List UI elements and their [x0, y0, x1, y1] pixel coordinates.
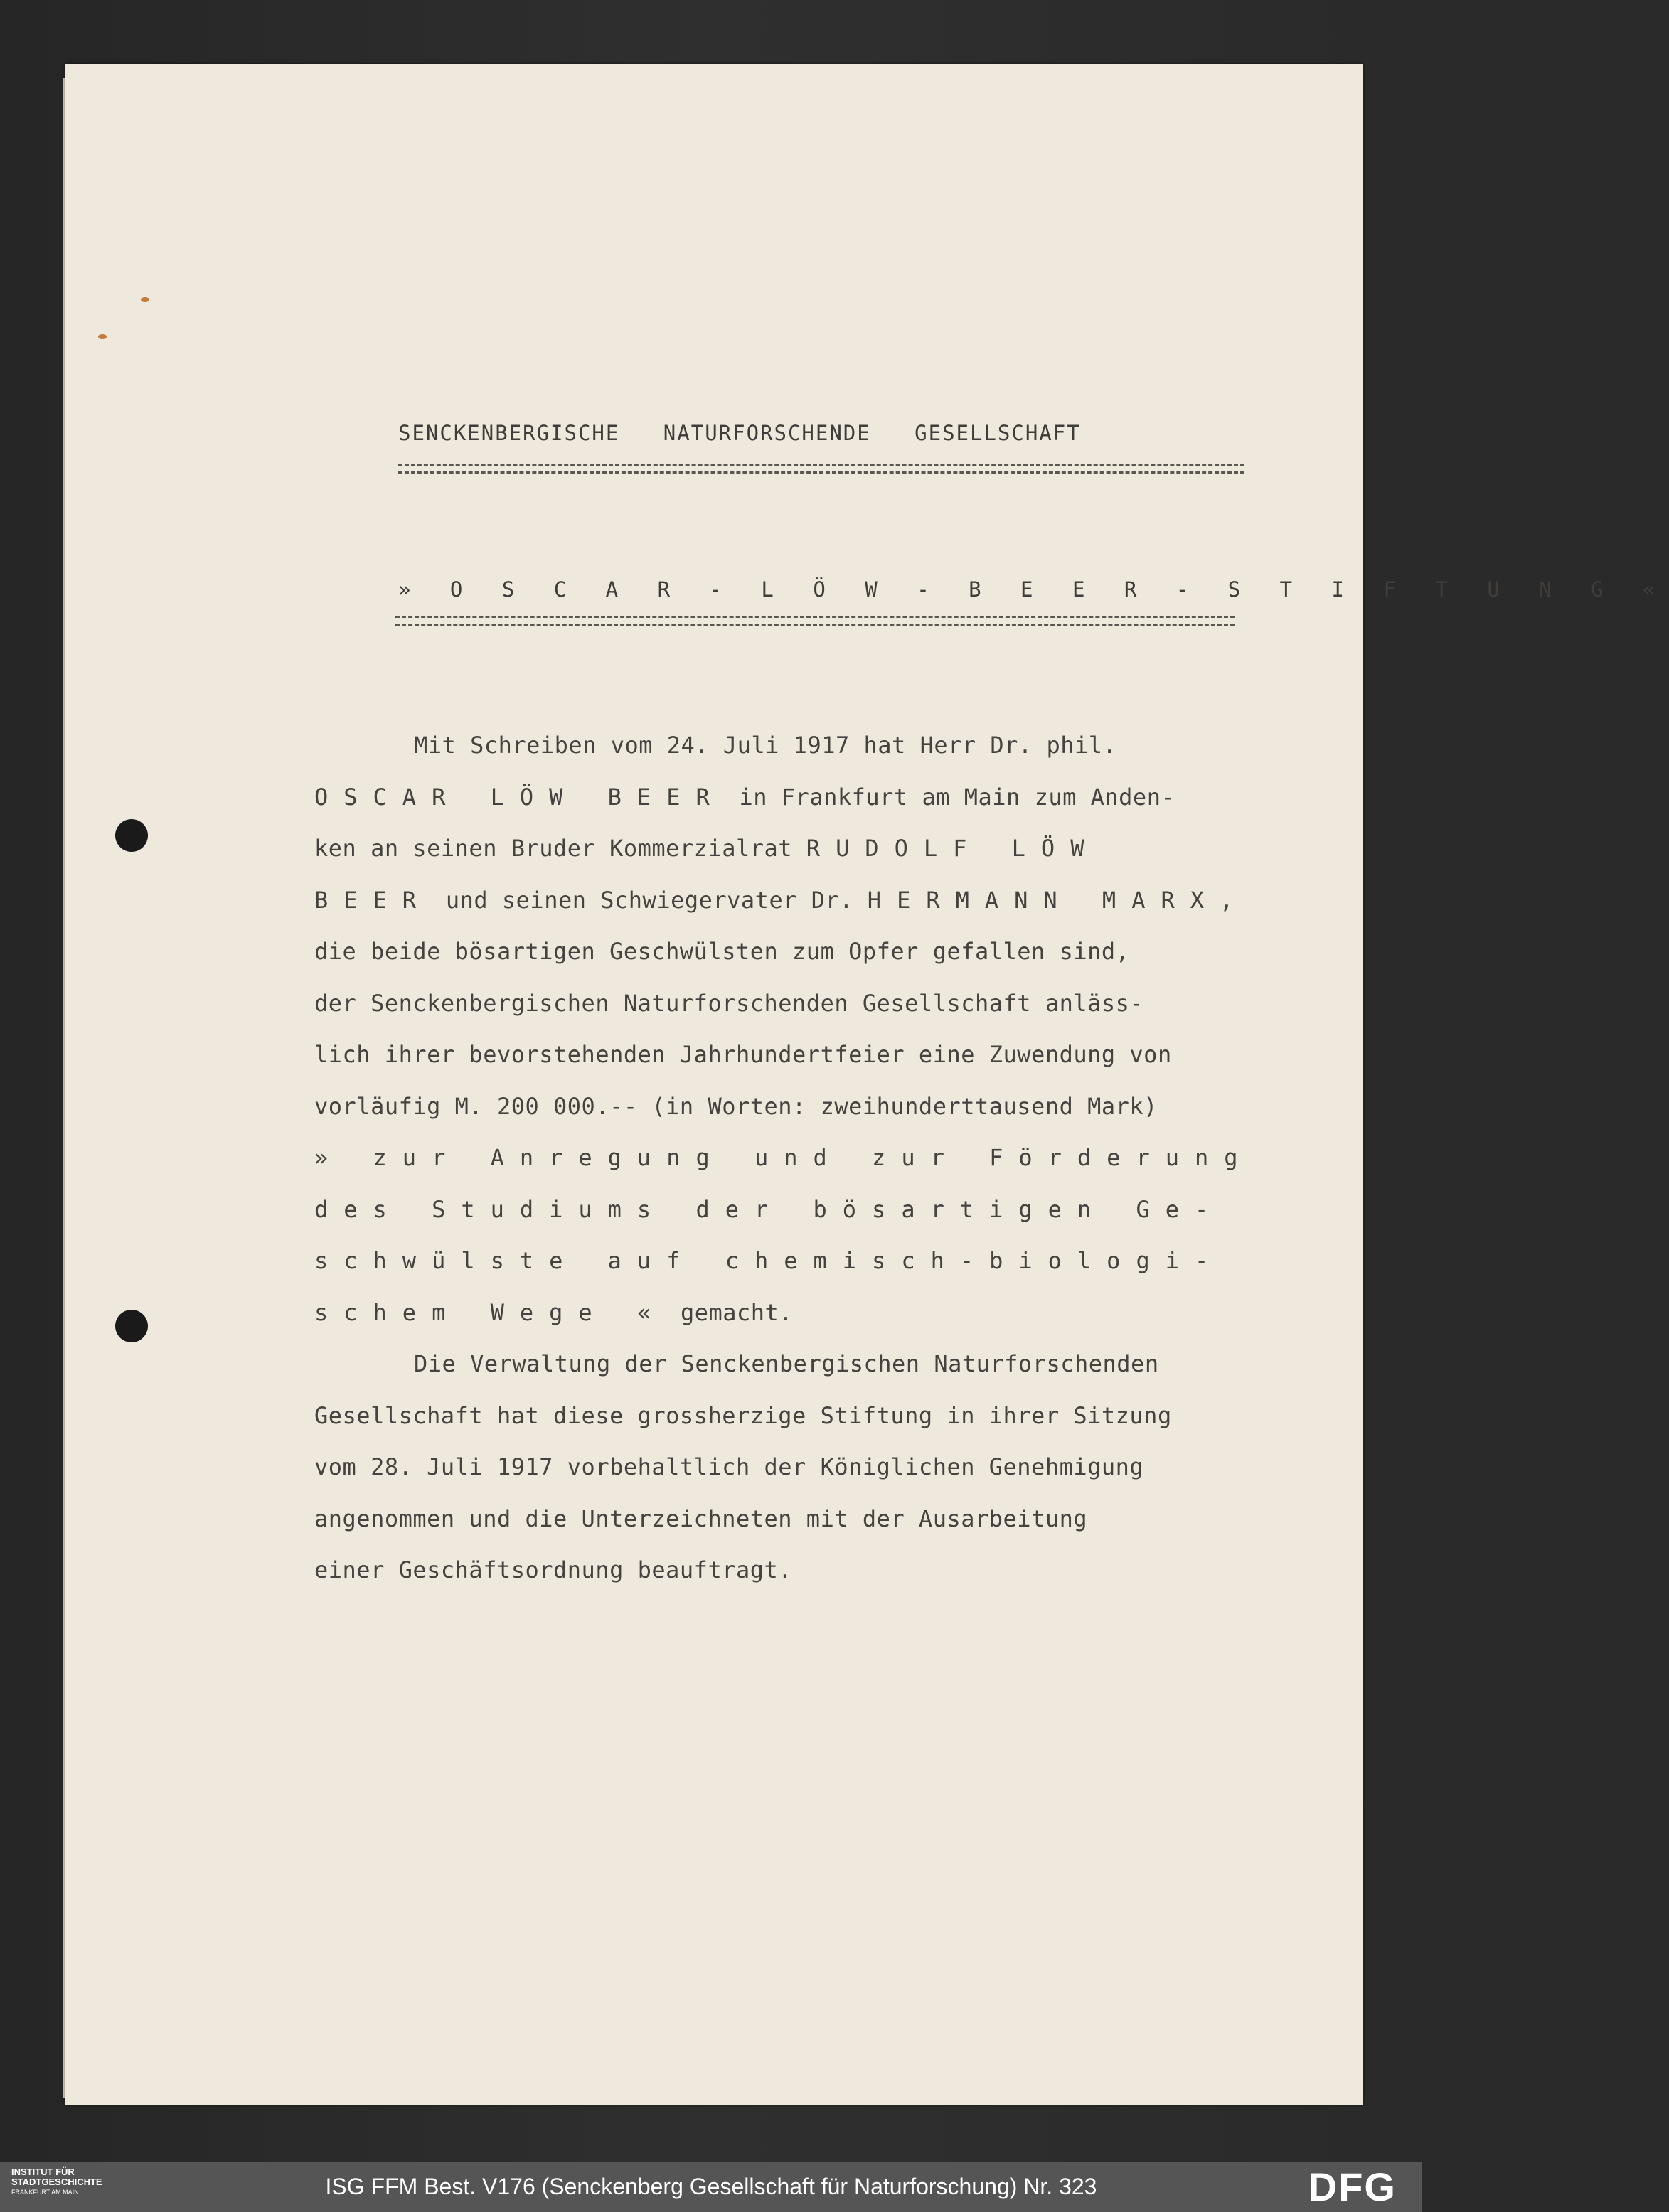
text-segment: RUDOLF LÖW [806, 835, 1100, 862]
text-line: des Studiums der bösartigen Ge- [314, 1195, 1225, 1223]
text-line [314, 823, 1345, 875]
archive-caption: ISG FFM Best. V176 (Senckenberg Gesellschaft für Naturforschung) Nr. 323 [325, 2174, 1097, 2199]
society-heading-underline [398, 464, 1244, 474]
text-segment: HERMANN MARX [867, 886, 1220, 914]
text-segment: gemacht. [666, 1298, 794, 1326]
document-body [314, 720, 1345, 1596]
punch-hole-top [115, 819, 148, 852]
foundation-title-underline-second [395, 624, 1235, 626]
text-line: Die Verwaltung der Senckenbergischen Naturforschenden [414, 1350, 1159, 1377]
foundation-title-underline [395, 616, 1235, 618]
text-segment: , [1219, 886, 1234, 914]
rust-stain [141, 297, 149, 302]
text-line [314, 1287, 1345, 1339]
text-segment: BEER [314, 886, 432, 914]
institute-logo-line: STADTGESCHICHTE [11, 2176, 102, 2187]
institute-logo-line: INSTITUT FÜR [11, 2166, 75, 2177]
text-segment: schem Wege « [314, 1298, 667, 1326]
institute-logo [11, 2167, 102, 2197]
text-segment: und seinen Schwiegervater Dr. [432, 886, 868, 914]
text-line: einer Geschäftsordnung beauftragt. [314, 1556, 793, 1583]
text-line: » zur Anregung und zur Förderung [314, 1144, 1254, 1171]
paragraph-acceptance [314, 1338, 1345, 1596]
text-line [314, 771, 1345, 823]
text-line: schwülste auf chemisch-biologi- [314, 1247, 1225, 1274]
text-line: die beide bösartigen Geschwülsten zum Opfer gefallen sind, [314, 938, 1130, 965]
text-line: vorläufig M. 200 000.-- (in Worten: zweihunderttausend Mark) [314, 1092, 1158, 1120]
society-heading: SENCKENBERGISCHE NATURFORSCHENDE GESELLSCHAFT [398, 421, 1081, 445]
institute-logo-line: FRANKFURT AM MAIN [11, 2189, 79, 2196]
text-segment: ken an seinen Bruder Kommerzialrat [314, 835, 806, 862]
text-line: Gesellschaft hat diese grossherzige Stiftung in ihrer Sitzung [314, 1401, 1172, 1429]
dfg-logo: DFG [1308, 2164, 1397, 2209]
foundation-title: » O S C A R - L Ö W - B E E R - S T I F T U N G « [398, 577, 1669, 602]
text-line: lich ihrer bevorstehenden Jahrhundertfeier eine Zuwendung von [314, 1041, 1172, 1068]
text-segment: in Frankfurt am Main zum Anden- [725, 783, 1175, 811]
punch-hole-bottom [115, 1310, 148, 1342]
archive-footer-bar [0, 2162, 1422, 2212]
text-line: der Senckenbergischen Naturforschenden Gesellschaft anläss- [314, 989, 1144, 1017]
text-line: Mit Schreiben vom 24. Juli 1917 hat Herr Dr. phil. [414, 732, 1117, 759]
rust-stain [98, 334, 107, 339]
text-line: angenommen und die Unterzeichneten mit der Ausarbeitung [314, 1505, 1088, 1532]
text-segment: OSCAR LÖW BEER [314, 783, 725, 811]
paragraph-endowment [314, 720, 1345, 1338]
text-line: vom 28. Juli 1917 vorbehaltlich der Königlichen Genehmigung [314, 1453, 1144, 1480]
text-line [314, 875, 1345, 926]
